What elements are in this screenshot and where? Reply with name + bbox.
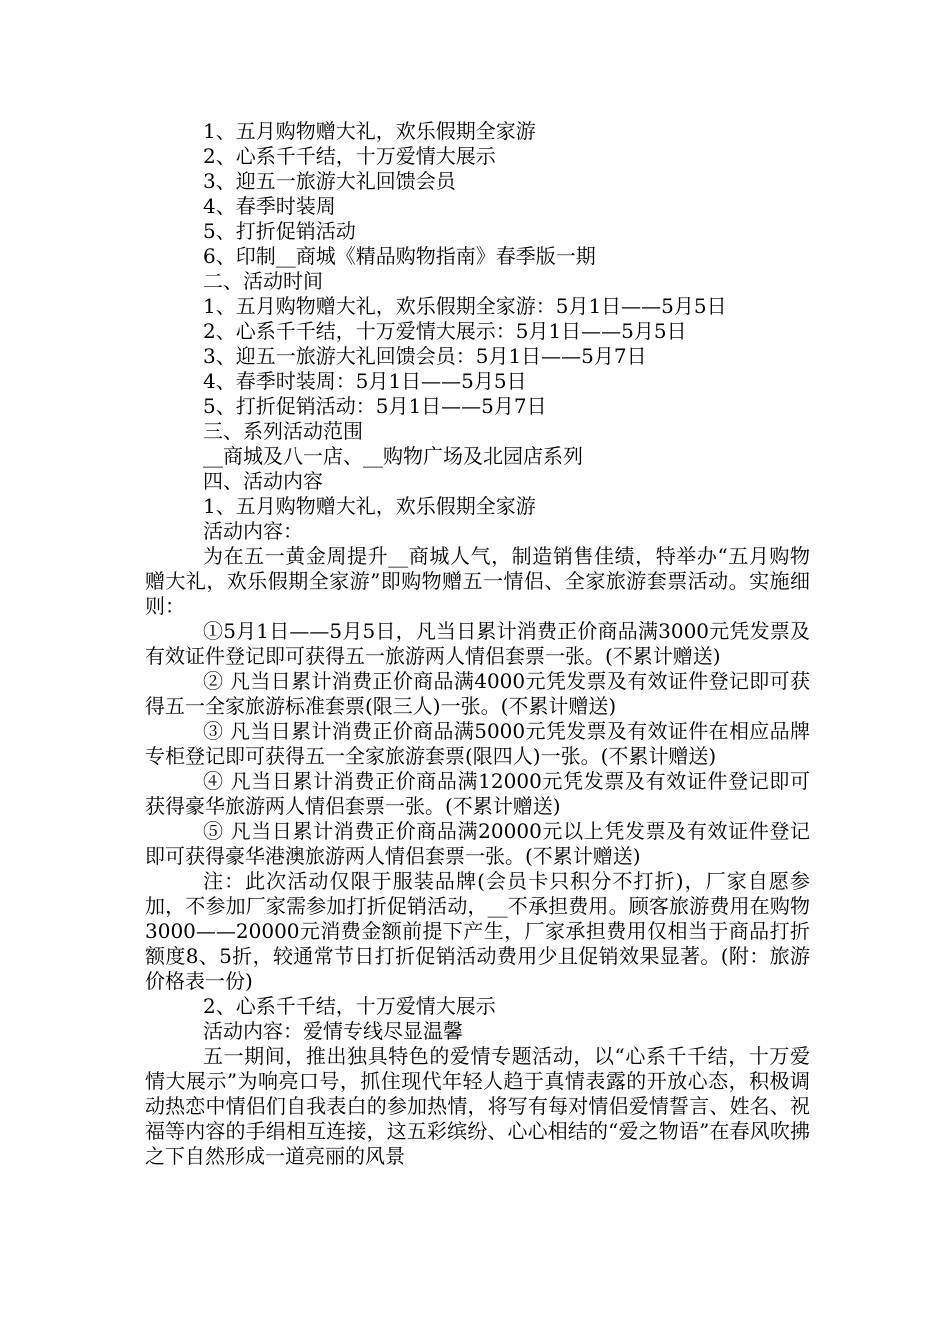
list-item: 2、心系千千结，十万爱情大展示	[203, 144, 496, 168]
list-item: 6、印制__商城《精品购物指南》春季版一期	[203, 244, 596, 268]
list-item: 5、打折促销活动：5月1日——5月7日	[203, 394, 547, 418]
text-line: __商城及八一店、__购物广场及北园店系列	[203, 444, 583, 468]
list-item: 4、春季时装周：5月1日——5月5日	[203, 369, 527, 393]
section-heading: 三、系列活动范围	[203, 419, 363, 443]
list-item: 4、春季时装周	[203, 194, 336, 218]
list-item: 1、五月购物赠大礼，欢乐假期全家游：5月1日——5月5日	[203, 294, 727, 318]
list-item: 3、迎五一旅游大礼回馈会员	[203, 169, 456, 193]
paragraph: 注：此次活动仅限于服装品牌(会员卡只积分不打折)，厂家自愿参加，不参加厂家需参加打折促销活动，__不承担费用。顾客旅游费用在购物3000——20000元消费金额前提下产生，厂家承担费用仅相当于商品打折额度8、5折，较通常节日打折促销活动费用少且促销效果显著。(附：旅游价格表一份)	[145, 869, 810, 993]
paragraph: 五一期间，推出独具特色的爱情专题活动，以“心系千千结，十万爱情大展示”为响亮口号，抓住现代年轻人趋于真情表露的开放心态，积极调动热恋中情侣们自我表白的参加热情，将写有每对情侣爱情誓言、姓名、祝福等内容的手绢相互连接，这五彩缤纷、心心相结的“爱之物语”在春风吹拂之下自然形成一道亮丽的风景	[145, 1044, 810, 1168]
text-line: 活动内容：爱情专线尽显温馨	[203, 1019, 463, 1043]
paragraph: ④ 凡当日累计消费正价商品满12000元凭发票及有效证件登记即可获得豪华旅游两人情侣套票一张。(不累计赠送)	[145, 769, 810, 818]
list-item: 1、五月购物赠大礼，欢乐假期全家游	[203, 494, 536, 518]
section-heading: 二、活动时间	[203, 269, 323, 293]
document-body	[145, 119, 810, 1169]
list-item: 3、迎五一旅游大礼回馈会员：5月1日——5月7日	[203, 344, 647, 368]
paragraph: ⑤ 凡当日累计消费正价商品满20000元以上凭发票及有效证件登记即可获得豪华港澳旅游两人情侣套票一张。(不累计赠送)	[145, 819, 810, 868]
list-item: 5、打折促销活动	[203, 219, 356, 243]
text-line: 活动内容：	[203, 519, 303, 543]
paragraph: ①5月1日——5月5日，凡当日累计消费正价商品满3000元凭发票及有效证件登记即可获得五一旅游两人情侣套票一张。(不累计赠送)	[145, 619, 810, 668]
list-item: 2、心系千千结，十万爱情大展示：5月1日——5月5日	[203, 319, 687, 343]
paragraph: 为在五一黄金周提升__商城人气，制造销售佳绩，特举办“五月购物赠大礼，欢乐假期全家游”即购物赠五一情侣、全家旅游套票活动。实施细则：	[145, 544, 810, 618]
section-heading: 四、活动内容	[203, 469, 323, 493]
paragraph: ② 凡当日累计消费正价商品满4000元凭发票及有效证件登记即可获得五一全家旅游标准套票(限三人)一张。(不累计赠送)	[145, 669, 810, 718]
paragraph: ③ 凡当日累计消费正价商品满5000元凭发票及有效证件在相应品牌专柜登记即可获得五一全家旅游套票(限四人)一张。(不累计赠送)	[145, 719, 810, 768]
list-item: 1、五月购物赠大礼，欢乐假期全家游	[203, 119, 536, 143]
list-item: 2、心系千千结，十万爱情大展示	[203, 994, 496, 1018]
